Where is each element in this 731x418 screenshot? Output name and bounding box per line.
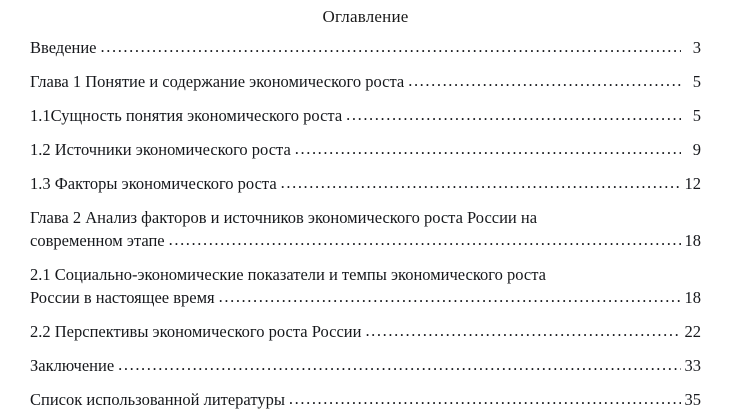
toc-entry-label: 2.1 Социально-экономические показатели и темпы экономического роста xyxy=(30,265,546,284)
toc-page-number: 33 xyxy=(684,356,701,375)
toc-page-number: 5 xyxy=(692,72,701,91)
toc-leader-dots xyxy=(365,325,681,343)
toc-entry-label: Глава 1 Понятие и содержание экономического роста xyxy=(30,72,405,91)
toc-leader-dots xyxy=(346,109,681,127)
toc-entry[interactable] xyxy=(30,206,701,252)
toc-entry-label: Заключение xyxy=(30,356,115,375)
toc-entry[interactable] xyxy=(30,36,701,59)
page-title: Оглавление xyxy=(322,7,409,26)
table-of-contents xyxy=(30,36,701,411)
toc-page-number: 12 xyxy=(684,174,701,193)
toc-entry[interactable] xyxy=(30,388,701,411)
toc-entry[interactable] xyxy=(30,320,701,343)
toc-entry[interactable] xyxy=(30,354,701,377)
toc-leader-dots xyxy=(295,143,681,161)
toc-entry-label: 1.3 Факторы экономического роста xyxy=(30,174,277,193)
toc-entry[interactable] xyxy=(30,104,701,127)
toc-entry-label-cont: современном этапе xyxy=(30,231,165,250)
toc-page-number: 3 xyxy=(692,38,701,57)
toc-page-number: 5 xyxy=(692,106,701,125)
toc-entry-label: Список использованной литературы xyxy=(30,390,285,409)
toc-page-number: 18 xyxy=(684,288,701,307)
toc-entry-label: 2.2 Перспективы экономического роста России xyxy=(30,322,362,341)
toc-entry-label: 1.1Сущность понятия экономического роста xyxy=(30,106,343,125)
toc-entry-label: Введение xyxy=(30,38,97,57)
toc-leader-dots xyxy=(289,393,681,411)
toc-entry-label: Глава 2 Анализ факторов и источников экономического роста России на xyxy=(30,208,538,227)
toc-page-number: 18 xyxy=(684,231,701,250)
toc-leader-dots xyxy=(118,359,681,377)
toc-entry[interactable] xyxy=(30,70,701,93)
toc-page-number: 9 xyxy=(692,140,701,159)
toc-entry[interactable] xyxy=(30,138,701,161)
toc-leader-dots xyxy=(169,234,681,252)
toc-entry-label: 1.2 Источники экономического роста xyxy=(30,140,291,159)
toc-leader-dots xyxy=(219,291,681,309)
toc-leader-dots xyxy=(101,41,681,59)
toc-entry[interactable] xyxy=(30,172,701,195)
toc-entry-label-cont: России в настоящее время xyxy=(30,288,215,307)
toc-leader-dots xyxy=(408,75,681,93)
toc-entry[interactable] xyxy=(30,263,701,309)
toc-page-number: 22 xyxy=(684,322,701,341)
toc-leader-dots xyxy=(281,177,681,195)
toc-page-number: 35 xyxy=(684,390,701,409)
